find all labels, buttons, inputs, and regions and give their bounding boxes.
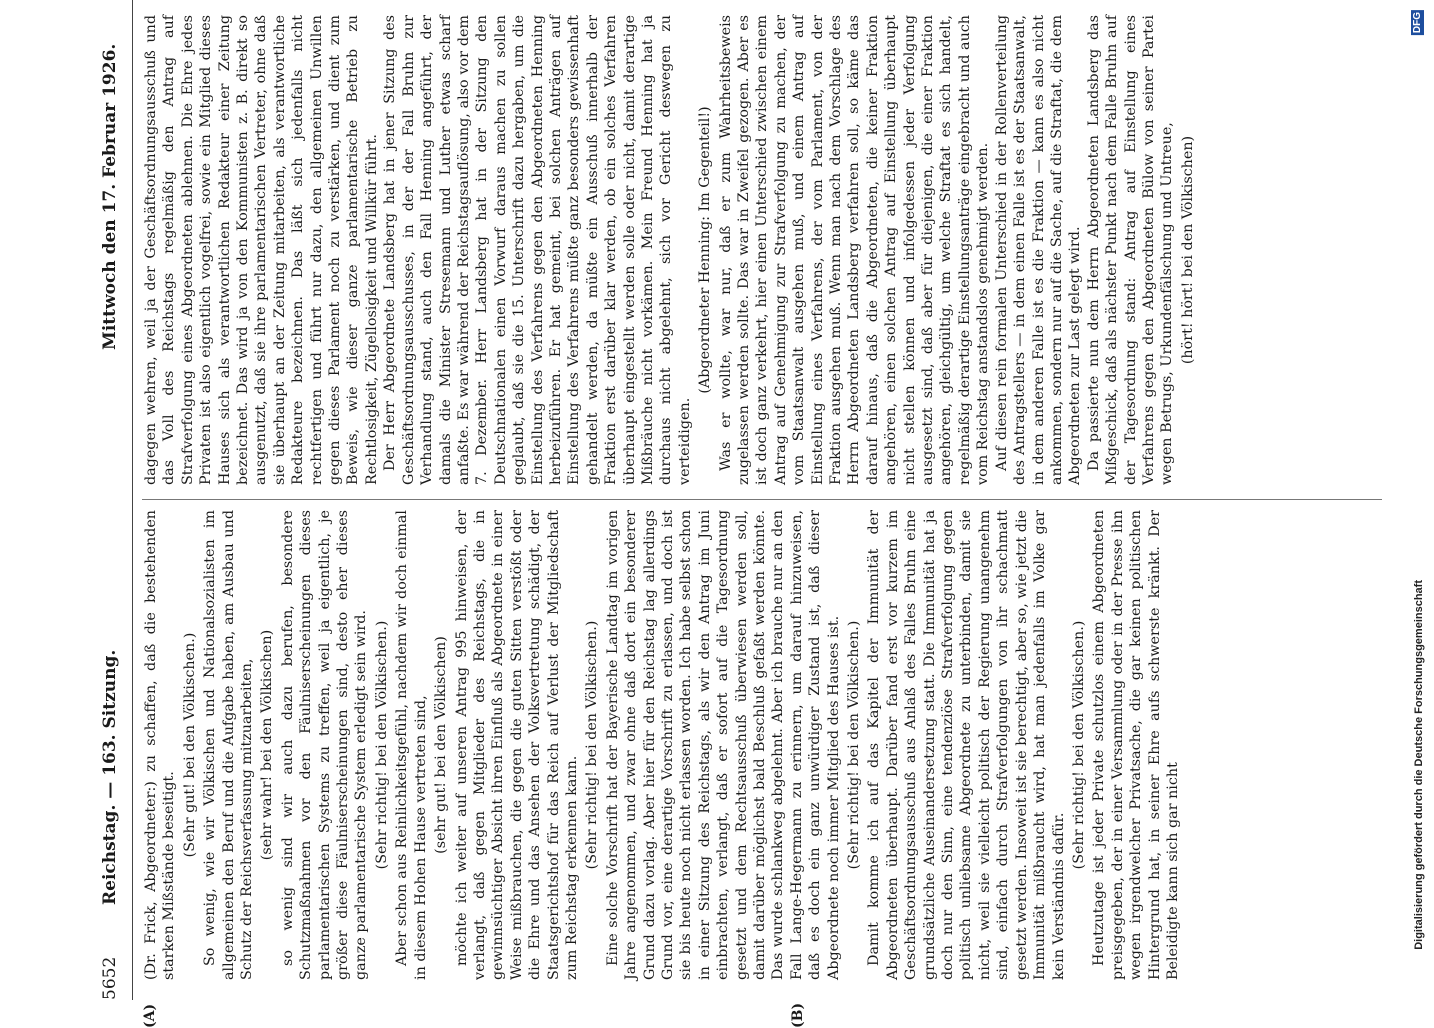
interjection: (Sehr richtig! bei den Völkischen.) [584,620,601,870]
interjection: (Abgeordneter Henning: Im Gegenteil!) [697,106,714,394]
paragraph: Heutzutage ist jeder Private schutzlos einem Abgeordneten preisgegeben, der in einer Versammlung oder in der Presse ihn wegen irgendwelcher Privatsache, die gar keinen politischen Hintergrund hat, in seiner Ehre aufs schwerste kränkt. Der Beleidigte kann sich gar nicht [1091,510,1181,980]
interjection: (Sehr richtig! bei den Völkischen.) [1070,620,1087,870]
digitization-text: Digitalisierung gefördert durch die Deutsche Forschungsgemeinschaft [1413,580,1425,950]
paragraph: Eine solche Vorschrift hat der Bayerische Landtag im vorigen Jahre angenommen, und zwar ohne daß dort ein besonderer Grund dazu vorlag. Aber hier für den Reichstag lag allerdings Grund vor, eine derartige Vorschrift zu erlassen, und doch ist sie bis heute noch nicht erlassen worden. Ich habe selbst schon in einer Sitzung des Reichstags, als wir den Antrag im Juni einbrachten, verlangt, daß er sofort auf die Tagesordnung gesetzt und dem Rechtsausschuß überwiesen werden soll, damit darüber möglichst bald Beschluß gefaßt werden könnte. Das wurde schlankweg abgelehnt. Aber ich brauche nur an den Fall Lange-Hegermann zu erinnern, um darauf hinzuweisen, daß es doch ein ganz unwürdiger Zustand ist, daß dieser Abgeordnete noch immer Mitglied des Hauses ist. [604,510,842,980]
interjection: (sehr gut! bei den Völkischen) [433,636,450,854]
digitization-note [1405,10,1434,990]
right-column [142,15,1199,485]
paragraph: Auf diesen rein formalen Unterschied in der Rollenverteilung des Antragstellers — in dem einen Falle ist es der Staatsanwalt, in dem anderen Falle ist es die Fraktion — kann es also nicht ankommen, sondern nur auf die Sache, auf die Straftat, die dem Abgeordneten zur Last gelegt wird. [993,15,1084,485]
paragraph: Aber schon aus Reinlichkeitsgefühl, nachdem wir doch einmal in diesem Hohen Hause vertreten sind, [394,510,429,980]
page-number: 5652 [100,956,120,1000]
column-divider [142,499,1382,500]
paragraph: Was er wollte, war nur, daß er zum Wahrheitsbeweis zugelassen werden sollte. Das war in Zweifel gezogen. Aber es ist doch ganz verkehrt, hier einen Unterschied zwischen einem Antrag auf Genehmigung zur Strafverfolgung zu machen, der vom Staatsanwalt ausgehen muß, und einem Antrag auf Einstellung eines Verfahrens, der vom Parlament, von der Fraktion ausgehen muß. Wenn man nach dem Vorschlage des Herrn Abgeordneten Landsberg verfahren soll, so käme das darauf hinaus, daß die Abgeordneten, die keiner Fraktion angehören, einen solchen Antrag auf Einstellung überhaupt nicht stellen können und infolgedessen jeder Verfolgung ausgesetzt sind, daß aber für diejenigen, die einer Fraktion angehören, gleichgültig, um welche Straftat es sich handelt, regelmäßig derartige Einstellungsanträge eingebracht und auch vom Reichstag anstandslos genehmigt werden. [717,15,992,485]
margin-marker-a: (A) [142,1003,158,1028]
paragraph: so wenig sind wir auch dazu berufen, besondere Schutzmaßnahmen vor den Fäulniserscheinungen dieses parlamentarischen Systems zu treffen, weil ja eigentlich, je größer diese Fäulniserscheinungen sind, desto eher dieses ganze parlamentarische System erledigt sein wird. [279,510,370,980]
header-rule [132,0,133,1000]
interjection: (Sehr gut! bei den Völkischen.) [181,632,198,858]
margin-marker-b: (B) [790,1002,806,1028]
page-header [100,0,130,1000]
interjection: (Sehr richtig! bei den Völkischen.) [373,620,390,870]
interjection: (hört! hört! bei den Völkischen) [1179,135,1196,365]
dfg-logo: DFG [1412,12,1423,34]
page-title: Reichstag. — 163. Sitzung. [100,649,120,905]
paragraph: möchte ich weiter auf unseren Antrag 995 hinweisen, der verlangt, daß gegen Mitglieder des Reichstags, die in gewinnsüchtiger Absicht ihren Einfluß als Abgeordnete in einer Weise mißbrauchen, die gegen die guten Sitten verstößt oder die Ehre und das Ansehen der Volksvertretung schädigt, der Staatsgerichtshof für das Reich auf Verlust der Mitgliedschaft zum Reichstag erkennen kann. [453,510,580,980]
left-column [142,510,1182,980]
paragraph: Der Herr Abgeordnete Landsberg hat in jener Sitzung des Geschäftsordnungsausschusses, in der der Fall Bruhn zur Verhandlung stand, auch den Fall Henning angeführt, der damals die Minister Stresemann und Luther etwas scharf anfaßte. Es war während der Reichstagsauflösung, also vor dem 7. Dezember. Herr Landsberg hat in der Sitzung den Deutschnationalen einen Vorwurf daraus machen zu sollen geglaubt, daß sie die 15. Unterschrift dazu hergaben, um die Einstellung des Verfahrens gegen den Abgeordneten Henning herbeizuführen. Er hat gemeint, bei solchen Anträgen auf Einstellung des Verfahrens müßte ganz besonders gewissenhaft gehandelt werden, da müßte ein Ausschuß innerhalb der Fraktion erst darüber klar werden, ob ein solches Verfahren überhaupt eingestellt werden solle oder nicht, damit derartige Mißbräuche nicht vorkämen. Mein Freund Henning hat ja durchaus nicht abgelehnt, sich vor Gericht deswegen zu verteidigen. [382,15,693,485]
paragraph: (Dr. Frick, Abgeordneter:) zu schaffen, daß die bestehenden starken Mißstände beseitigt. [143,510,178,980]
paragraph: Da passierte nun dem Herrn Abgeordneten Landsberg das Mißgeschick, daß als nächster Punkt nach dem Falle Bruhn auf der Tagesordnung stand: Antrag auf Einstellung eines Verfahrens gegen den Abgeordneten Bülow von seiner Partei wegen Betrugs, Urkundenfälschung und Untreue, [1085,15,1176,485]
paragraph: So wenig, wie wir Völkischen und Nationalsozialisten im allgemeinen den Beruf und die Aufgabe haben, am Ausbau und Schutz der Reichsverfassung mitzuarbeiten, [202,510,256,980]
page-date: Mittwoch den 17. Februar 1926. [100,43,120,350]
paragraph: dagegen wehren, weil ja der Geschäftsordnungsausschuß und das Voll des Reichstags regelmäßig den Antrag auf Strafverfolgung eines Abgeordneten ablehnen. Die Ehre jedes Privaten ist also eigentlich vogelfrei, sowie ein Mitglied dieses Hauses sich als verantwortlichen Redakteur einer Zeitung bezeichnet. Das wird ja von den Kommunisten z. B. direkt so ausgenutzt, daß sie ihre parlamentarischen Vertreter, ohne daß sie überhaupt an der Zeitung mitarbeiten, als verantwortliche Redakteure bezeichnen. Das läßt sich jedenfalls nicht rechtfertigen und führt nur dazu, den allgemeinen Unwillen gegen dieses Parlament noch zu verstärken, und dient zum Beweis, wie dieser ganze parlamentarische Betrieb zu Rechtlosigkeit, Zügellosigkeit und Willkür führt. [143,15,380,485]
interjection: (sehr wahr! bei den Völkischen) [259,629,276,861]
interjection: (Sehr richtig! bei den Völkischen.) [846,620,863,870]
document-page [70,0,1400,1028]
paragraph: Damit komme ich auf das Kapitel der Immunität der Abgeordneten überhaupt. Darüber fand erst vor kurzem im Geschäftsordnungsausschuß aus Anlaß des Falles Bruhn eine grundsätzliche Auseinandersetzung statt. Die Immunität hat ja doch nur den Sinn, eine tendenziöse Strafverfolgung gegen politisch unliebsame Abgeordnete zu unterbinden, damit sie nicht, weil sie vielleicht politisch der Regierung unangenehm sind, einfach durch Strafverfolgungen von ihr schachmatt gesetzt werden. Insoweit ist sie berechtigt, aber so, wie jetzt die Immunität mißbraucht wird, hat man jedenfalls im Volke gar kein Verständnis dafür. [866,510,1067,980]
